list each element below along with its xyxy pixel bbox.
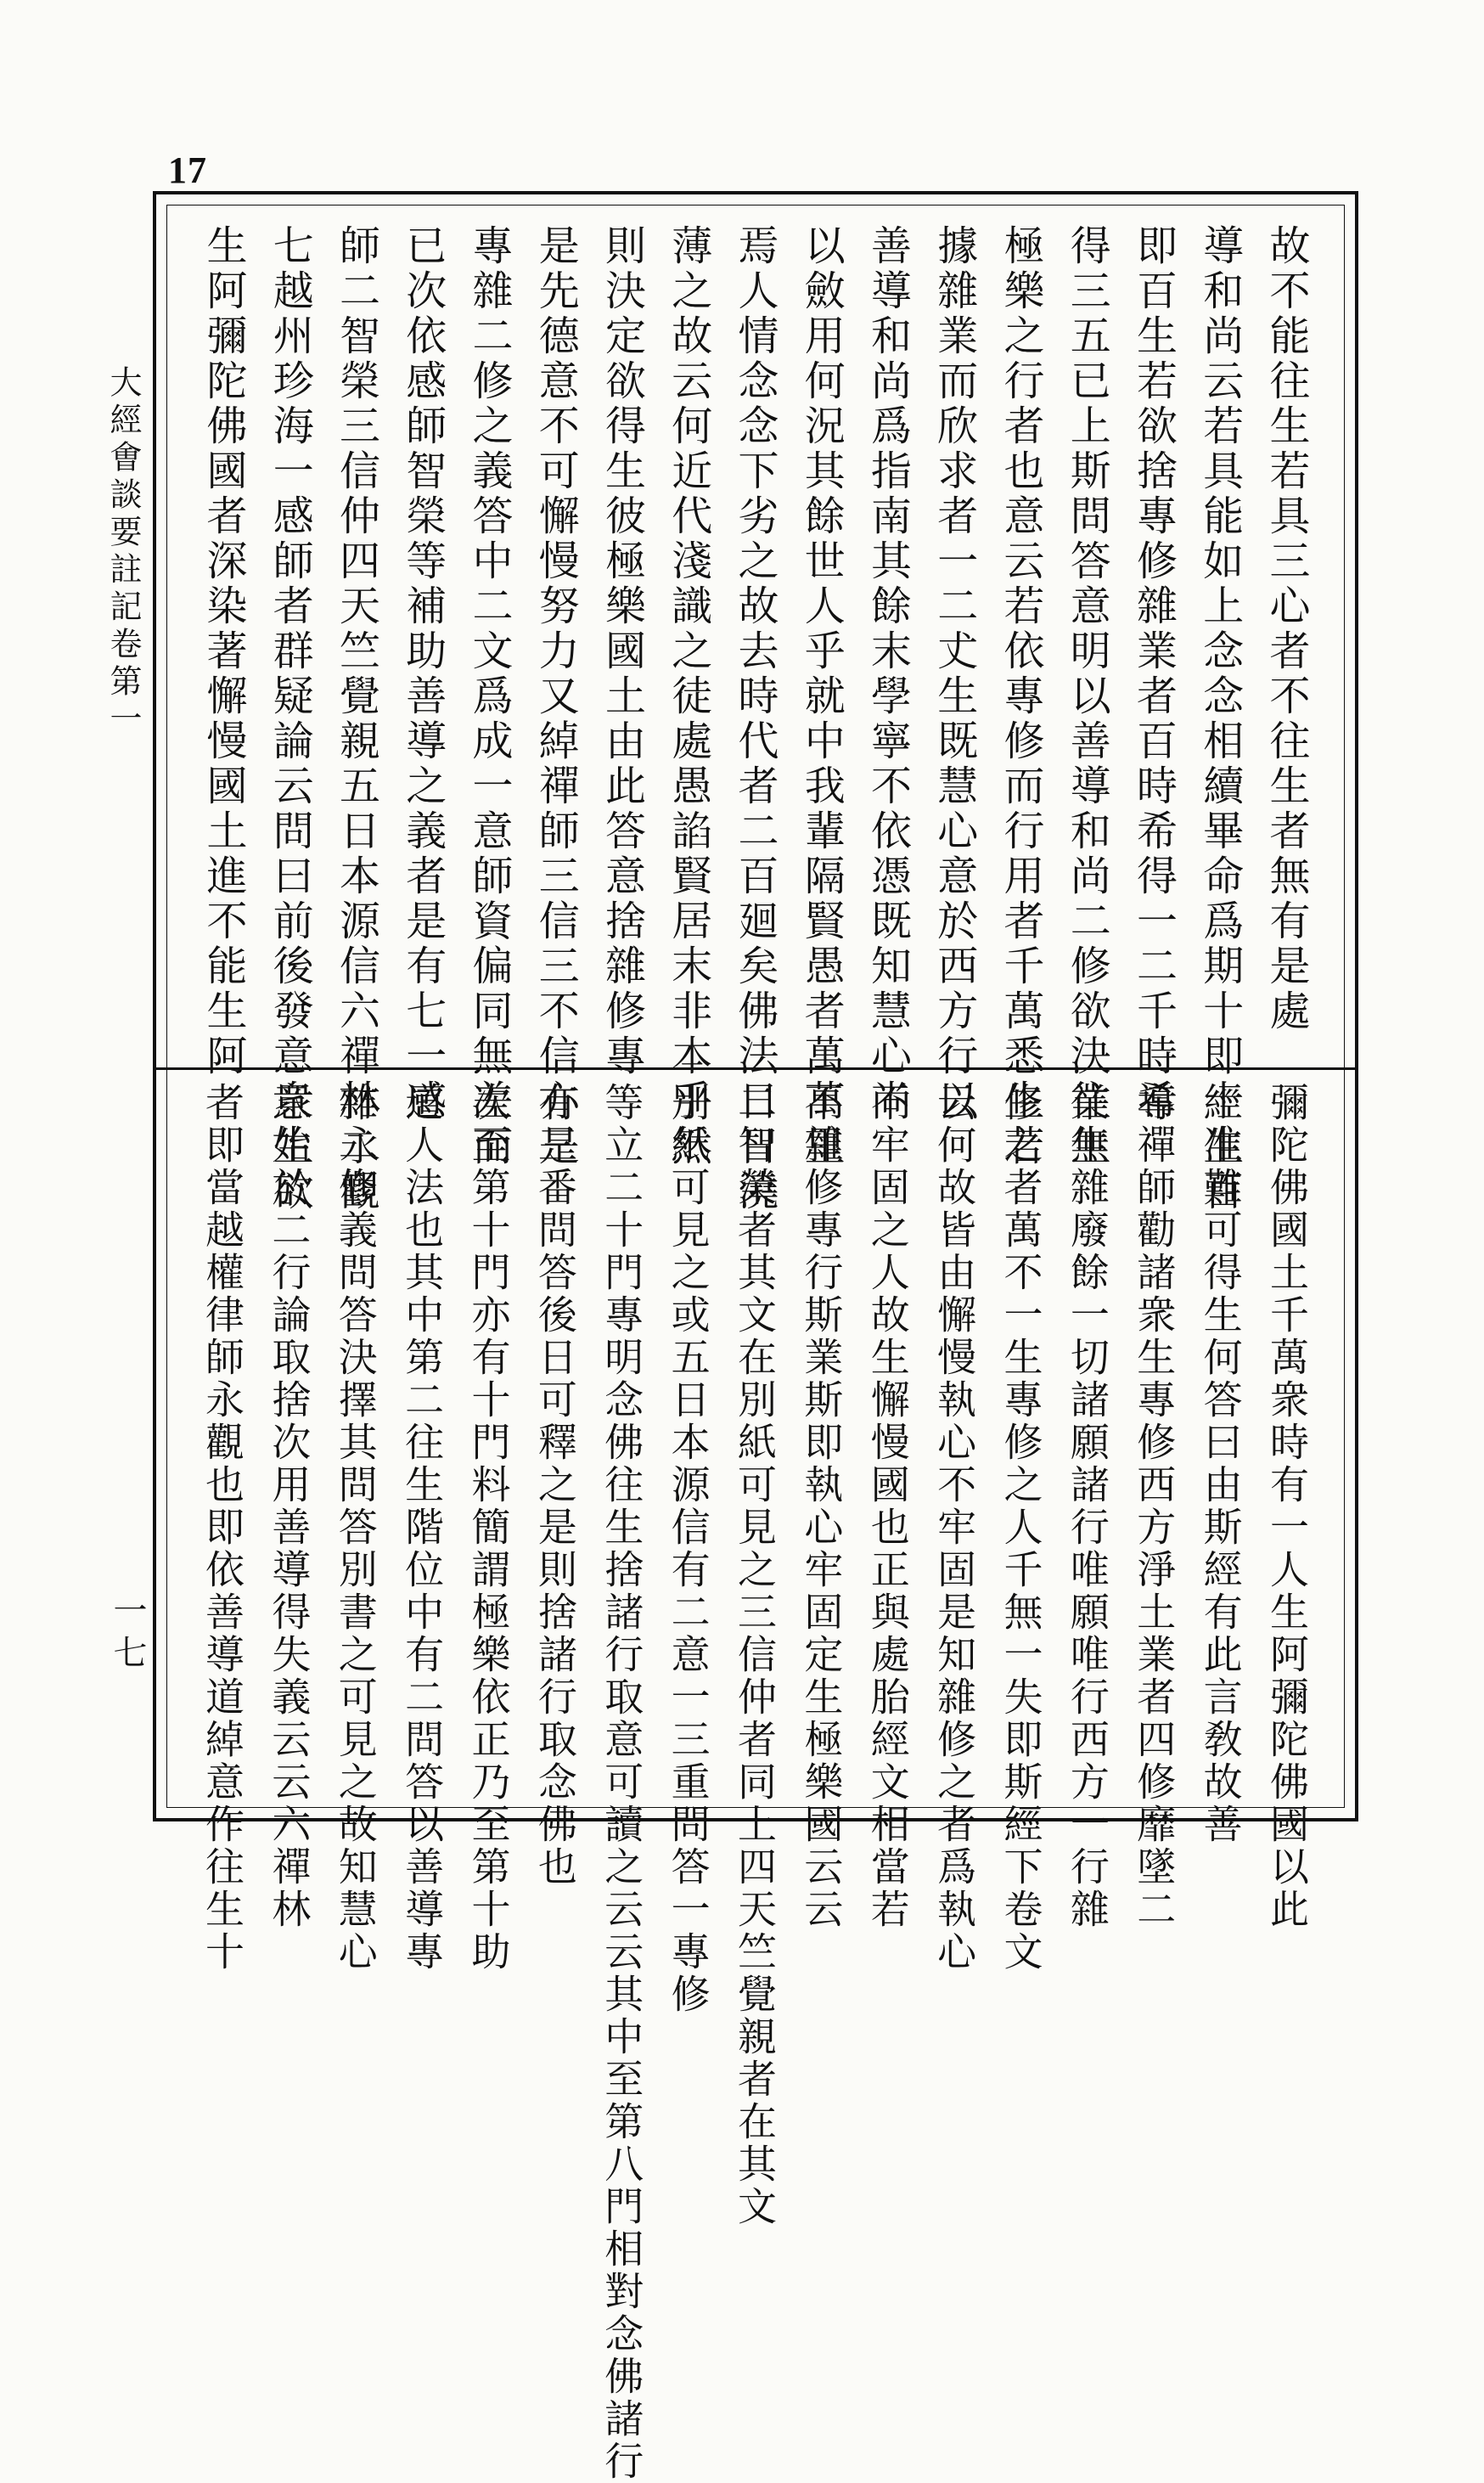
text-column: 七越州珍海一感師者群疑論云問曰前後發意衆生欲	[266, 224, 314, 1214]
text-column: 經准難可得生何答曰由斯經有此言敎故善	[1197, 1082, 1244, 1846]
upper-text-block	[200, 224, 1310, 1214]
text-column: 善導和尚爲指南其餘末學寧不依憑既知慧心尚	[863, 224, 912, 1124]
text-column: 以斂用何況其餘世人乎就中我輩隔賢愚者萬萬里	[797, 224, 846, 1169]
text-column: 不牢固之人故生懈慢國也正與處胎經文相當若	[864, 1082, 911, 1931]
text-column: 者即當越權律師永觀也即依善導道綽意作往生十	[200, 1082, 245, 1973]
text-frame	[153, 191, 1358, 2483]
lower-text-block	[200, 1082, 1310, 2483]
text-column: 得三五已上斯問答意明以善導和尚二修欲決往生	[1063, 224, 1111, 1169]
text-column: 有三番問答後日可釋之是則捨諸行取念佛也	[531, 1082, 578, 1889]
text-column: 導禪師勸諸衆生專修西方淨土業者四修靡墜二	[1131, 1082, 1178, 1931]
text-column: 師二智榮三信仲四天竺覺親五日本源信六禪林永觀	[332, 224, 380, 1214]
text-column: 生阿彌陀佛國者深染著懈慢國土進不能生阿	[200, 224, 247, 1079]
text-column: 即百生若欲捨專修雜業者百時希得一二千時希	[1129, 224, 1178, 1124]
text-column: 已次依感師智榮等補助善導之義者是有七一感	[398, 224, 447, 1124]
text-column: 焉人情念念下劣之故去時代者二百廻矣佛法日日澆	[731, 224, 779, 1214]
text-column: 據雜業而欣求者一二𠀋生既慧心意於西方行以	[930, 224, 978, 1124]
running-title: 大經㑹談要註記卷第一	[104, 365, 142, 739]
text-column: 次至第十門亦有十門料簡謂極樂依正乃至第十助	[465, 1082, 512, 1973]
page-number: 17	[168, 149, 207, 191]
text-column: 不雜修專行斯業斯即執心牢固定生極樂國云云	[798, 1082, 845, 1931]
text-column: 修之者萬不一生專修之人千無一失即斯經下卷文	[998, 1082, 1044, 1973]
text-column: 等立二十門專明念佛往生捨諸行取意可讀之云云其中至第八門相對念佛諸行	[599, 1082, 645, 2483]
text-column: 道人法也其中第二往生階位中有二問答以善導專	[399, 1082, 446, 1973]
text-column: 則決定欲得生彼極樂國土由此答意捨雜修專	[598, 224, 646, 1079]
text-column: 極樂之行者也意云若依專修而行用者千萬悉生若	[997, 224, 1044, 1169]
text-column: 彌陀佛國土千萬衆時有一人生阿彌陀佛國以此	[1264, 1082, 1310, 1931]
text-column: 業無雜廢餘一切諸願諸行唯願唯行西方一行雜	[1064, 1082, 1110, 1931]
text-column: 意始於二行論取捨次用善導得失義云云六禪林	[266, 1082, 312, 1931]
text-column: 故不能往生若具三心者不往生者無有是處	[1262, 224, 1310, 1034]
text-column: 是先德意不可懈慢努力又綽禪師三信三不信亦是	[531, 224, 580, 1169]
text-column: 云何故皆由懈慢執心不牢固是知雜修之者爲執心	[931, 1082, 978, 1973]
page-number-kanji: 一七	[108, 1592, 147, 1677]
text-column: 二智榮者其文在別紙可見之三信仲者同上四天竺覺親者在其文	[732, 1082, 778, 2228]
text-column: 別紙可見之或五日本源信有二意一三重問答一專修	[665, 1082, 711, 2016]
text-column: 專雜二修之義答中二文爲成一意師資偏同無差而	[465, 224, 513, 1169]
text-column: 雜二修義問答決擇其問答別書之可見之故知慧心	[332, 1082, 379, 1973]
text-column: 薄之故云何近代淺識之徒處愚諂賢居末非本乎然	[664, 224, 712, 1169]
text-column: 導和尚云若具能如上念念相續畢命爲期十即十生百	[1195, 224, 1244, 1214]
